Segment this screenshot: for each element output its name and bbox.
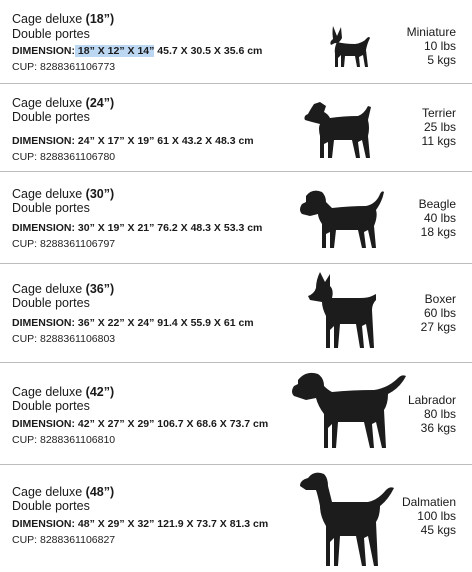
dimension-cm: 106.7 X 68.6 X 73.7 cm	[154, 418, 269, 430]
product-title: Cage deluxe (36”)	[12, 282, 115, 296]
breed-weight-lbs: 60 lbs	[423, 306, 456, 320]
breed-info	[421, 292, 456, 334]
dimension-line: DIMENSION: 24” X 17” X 19” 61 X 43.2 X 48.3 cm	[12, 135, 254, 147]
dimension-inches: 48” X 29” X 32”	[75, 518, 155, 530]
breed-weight-lbs: 25 lbs	[423, 120, 456, 134]
dimension-inches: 24” X 17” X 19”	[75, 135, 155, 147]
dalmatian-silhouette-icon	[296, 468, 400, 570]
dimension-line: DIMENSION: 42” X 27” X 29” 106.7 X 68.6 X 73.7 cm	[12, 418, 269, 430]
dimension-line: DIMENSION: 48” X 29” X 32” 121.9 X 73.7 X 81.3 cm	[12, 518, 269, 530]
cup-code: CUP: 8288361106780	[12, 151, 116, 163]
dimension-inches: 42” X 27” X 29”	[75, 418, 155, 430]
dimension-inches: 30” X 19” X 21”	[75, 222, 155, 234]
dimension-line: DIMENSION: 18” X 12” X 14” 45.7 X 30.5 X 35.6 cm	[12, 45, 263, 57]
dimension-cm: 76.2 X 48.3 X 53.3 cm	[154, 222, 263, 234]
product-title: Cage deluxe (48”)	[12, 485, 115, 499]
breed-weight-lbs: 10 lbs	[423, 39, 456, 53]
breed-name: Dalmatien	[401, 495, 456, 509]
breed-weight-kgs: 18 kgs	[420, 225, 456, 239]
row-divider	[0, 362, 472, 363]
breed-name: Beagle	[418, 197, 456, 211]
breed-weight-kgs: 36 kgs	[420, 421, 456, 435]
dimension-inches[interactable]: 18” X 12” X 14”	[75, 45, 155, 57]
product-size: (24”)	[85, 96, 115, 110]
row-divider	[0, 83, 472, 84]
dimension-cm: 61 X 43.2 X 48.3 cm	[154, 135, 254, 147]
chihuahua-silhouette-icon	[325, 22, 375, 72]
row-divider	[0, 464, 472, 465]
dimension-line: DIMENSION: 36” X 22” X 24” 91.4 X 55.9 X 61 cm	[12, 317, 254, 329]
breed-weight-kgs: 5 kgs	[427, 53, 456, 67]
breed-weight-kgs: 11 kgs	[421, 134, 456, 148]
product-subtitle: Double portes	[12, 27, 90, 41]
product-subtitle: Double portes	[12, 110, 90, 124]
breed-info	[419, 197, 456, 239]
product-title: Cage deluxe (42”)	[12, 385, 115, 399]
product-subtitle: Double portes	[12, 296, 90, 310]
product-subtitle: Double portes	[12, 499, 90, 513]
breed-info	[402, 495, 456, 537]
breed-weight-lbs: 100 lbs	[417, 509, 456, 523]
product-size: (18”)	[85, 12, 115, 26]
cup-code: CUP: 8288361106827	[12, 534, 116, 546]
product-subtitle: Double portes	[12, 201, 90, 215]
dimension-inches: 36” X 22” X 24”	[75, 317, 155, 329]
breed-name: Boxer	[424, 292, 456, 306]
terrier-silhouette-icon	[300, 98, 380, 164]
beagle-silhouette-icon	[296, 186, 390, 254]
boxer-silhouette-icon	[300, 268, 386, 354]
row-divider	[0, 263, 472, 264]
dimension-cm: 45.7 X 30.5 X 35.6 cm	[154, 45, 263, 57]
cup-code: CUP: 8288361106803	[12, 333, 116, 345]
cup-code: CUP: 8288361106797	[12, 238, 116, 250]
breed-weight-lbs: 40 lbs	[423, 211, 456, 225]
breed-weight-kgs: 45 kgs	[420, 523, 456, 537]
labrador-silhouette-icon	[288, 366, 408, 452]
dimension-line: DIMENSION: 30” X 19” X 21” 76.2 X 48.3 X 53.3 cm	[12, 222, 263, 234]
product-title: Cage deluxe (30”)	[12, 187, 115, 201]
product-size: (30”)	[85, 187, 115, 201]
cup-code: CUP: 8288361106773	[12, 61, 116, 73]
breed-weight-lbs: 80 lbs	[423, 407, 456, 421]
product-subtitle: Double portes	[12, 399, 90, 413]
breed-name: Miniature	[406, 25, 456, 39]
breed-info	[408, 393, 456, 435]
breed-weight-kgs: 27 kgs	[420, 320, 456, 334]
row-divider	[0, 171, 472, 172]
dimension-cm: 91.4 X 55.9 X 61 cm	[154, 317, 254, 329]
breed-info	[422, 106, 456, 148]
product-title: Cage deluxe (18”)	[12, 12, 115, 26]
breed-info	[407, 25, 456, 67]
cup-code: CUP: 8288361106810	[12, 434, 116, 446]
breed-name: Labrador	[407, 393, 456, 407]
breed-name: Terrier	[421, 106, 456, 120]
product-size: (48”)	[85, 485, 115, 499]
product-size: (36”)	[85, 282, 115, 296]
dimension-cm: 121.9 X 73.7 X 81.3 cm	[154, 518, 269, 530]
product-size: (42”)	[85, 385, 115, 399]
product-title: Cage deluxe (24”)	[12, 96, 115, 110]
